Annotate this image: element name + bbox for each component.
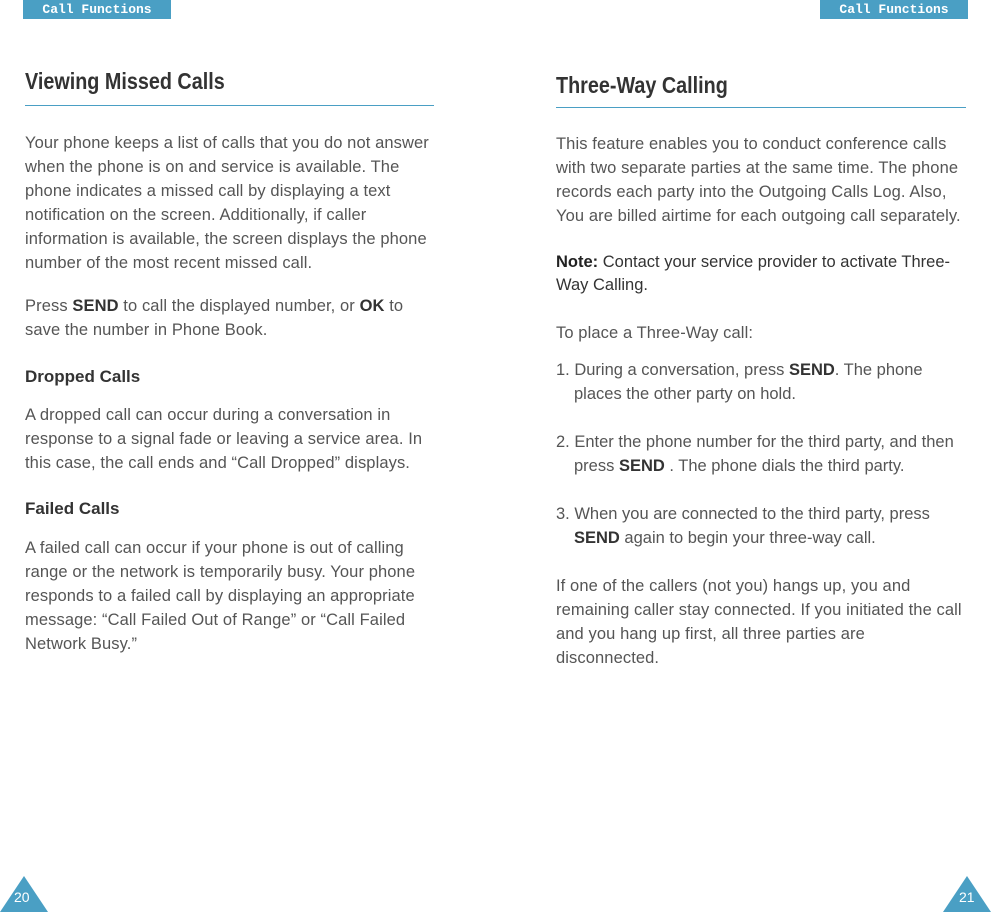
left-title-rule (25, 105, 434, 106)
send-ok-paragraph: Press SEND to call the displayed number, or OK to save the number in Phone Book. (25, 297, 404, 339)
dropped-calls-paragraph: A dropped call can occur during a conversation in response to a signal fade or leaving a service area. In this case, the call ends and “Call Dropped” displays. (25, 406, 423, 472)
section-tab-left: Call Functions (23, 0, 171, 19)
ok-key-label: OK (359, 297, 385, 315)
note-label: Note: (556, 253, 599, 271)
three-way-intro-paragraph: This feature enables you to conduct conference calls with two separate parties at the same time. The phone records each party into the Outgoing Calls Log. Also, You are billed airtime for each outgoing call separately. (556, 135, 961, 225)
to-place-line: To place a Three-Way call: (556, 324, 754, 342)
send-key-label: SEND (72, 297, 119, 315)
right-title-rule (556, 107, 966, 108)
missed-calls-paragraph: Your phone keeps a list of calls that you do not answer when the phone is on and service is available. The phone indicates a missed call by displaying a text notification on the screen. Additionally, if caller information is available, the screen displays the phone number of the most recent missed call. (25, 134, 429, 272)
page-number-left: 20 (14, 889, 30, 905)
section-tab-right: Call Functions (820, 0, 968, 19)
failed-calls-paragraph: A failed call can occur if your phone is out of calling range or the network is temporarily busy. Your phone responds to a failed call by displaying an appropriate message: “Call Failed Out of Range” or “Call Failed Network Busy.” (25, 539, 416, 653)
page-number-right: 21 (959, 889, 975, 905)
right-page-title: Three-Way Calling (556, 72, 728, 98)
step-2: 2. Enter the phone number for the third party, and then press SEND . The phone dials the third party. (556, 433, 954, 475)
step-3: 3. When you are connected to the third party, press SEND again to begin your three-way call. (556, 505, 930, 547)
note-paragraph: Note: Contact your service provider to activate Three-Way Calling. (556, 253, 951, 294)
dropped-calls-heading: Dropped Calls (25, 367, 141, 386)
failed-calls-heading: Failed Calls (25, 499, 120, 518)
closing-paragraph: If one of the callers (not you) hangs up, you and remaining caller stay connected. If you initiated the call and you hang up first, all three parties are disconnected. (556, 577, 962, 667)
step-1: 1. During a conversation, press SEND. The phone places the other party on hold. (556, 361, 923, 403)
left-page-title: Viewing Missed Calls (25, 68, 225, 94)
